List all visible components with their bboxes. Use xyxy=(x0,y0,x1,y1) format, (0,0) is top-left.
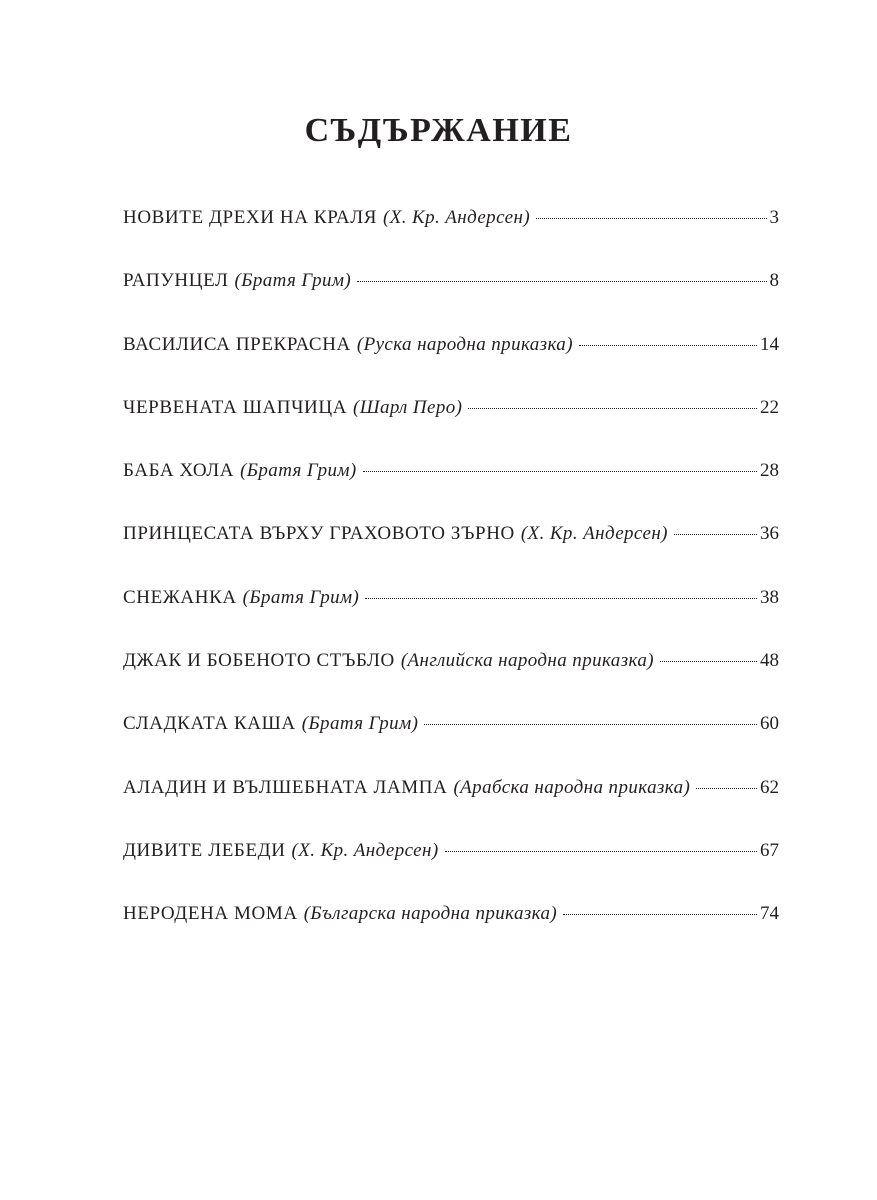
toc-entry[interactable] xyxy=(123,390,779,453)
entry-page-number: 8 xyxy=(769,270,779,292)
toc-heading: СЪДЪРЖАНИЕ xyxy=(304,112,573,149)
entry-title: СЛАДКАТА КАША xyxy=(123,713,296,735)
entry-page-number: 74 xyxy=(760,903,779,925)
entry-author: (Арабска народна приказка) xyxy=(453,776,691,798)
toc-entry[interactable] xyxy=(123,833,779,896)
entry-page-number: 3 xyxy=(769,207,779,228)
toc-entry[interactable] xyxy=(123,770,779,833)
toc-entry[interactable] xyxy=(123,327,779,390)
toc-entry[interactable] xyxy=(123,643,779,706)
entry-page-number: 36 xyxy=(760,523,779,545)
entry-page-number: 14 xyxy=(760,333,779,355)
entry-title: ДИВИТЕ ЛЕБЕДИ xyxy=(123,839,286,861)
dot-leader xyxy=(424,723,757,725)
entry-title: АЛАДИН И ВЪЛШЕБНАТА ЛАМПА xyxy=(123,776,448,798)
entry-page-number: 22 xyxy=(760,396,779,418)
entry-title: НЕРОДЕНА МОМА xyxy=(123,903,298,925)
dot-leader xyxy=(536,217,766,219)
entry-title: РАПУНЦЕЛ xyxy=(123,270,229,292)
dot-leader xyxy=(365,597,757,599)
toc-entry[interactable] xyxy=(123,453,779,516)
entry-author: (Х. Кр. Андерсен) xyxy=(383,207,531,228)
entry-author: (Братя Грим) xyxy=(242,586,360,608)
toc-entry[interactable] xyxy=(123,516,779,579)
entry-author: (Братя Грим) xyxy=(234,270,352,292)
dot-leader xyxy=(579,344,757,346)
entry-page-number: 67 xyxy=(760,839,779,861)
dot-leader xyxy=(357,280,766,282)
toc-entry[interactable] xyxy=(123,200,779,263)
dot-leader xyxy=(363,470,757,472)
entry-page-number: 60 xyxy=(760,713,779,735)
entry-author: (Х. Кр. Андерсен) xyxy=(291,839,439,861)
entry-title: БАБА ХОЛА xyxy=(123,460,235,482)
entry-title: СНЕЖАНКА xyxy=(123,586,237,608)
entry-author: (Х. Кр. Андерсен) xyxy=(520,523,668,545)
toc-list xyxy=(123,200,779,960)
toc-entry[interactable] xyxy=(123,706,779,769)
entry-author: (Братя Грим) xyxy=(301,713,419,735)
entry-title: ВАСИЛИСА ПРЕКРАСНА xyxy=(123,333,351,355)
entry-author: (Руска народна приказка) xyxy=(356,333,573,355)
entry-title: ПРИНЦЕСАТА ВЪРХУ ГРАХОВОТО ЗЪРНО xyxy=(123,523,515,545)
entry-title: ЧЕРВЕНАТА ШАПЧИЦА xyxy=(123,396,348,418)
toc-entry[interactable] xyxy=(123,896,779,959)
entry-author: (Братя Грим) xyxy=(240,460,357,482)
dot-leader xyxy=(660,660,757,662)
entry-author: (Английска народна приказка) xyxy=(400,650,654,672)
dot-leader xyxy=(563,913,757,915)
entry-title: ДЖАК И БОБЕНОТО СТЪБЛО xyxy=(123,650,395,672)
entry-page-number: 62 xyxy=(760,776,779,798)
entry-page-number: 38 xyxy=(760,586,779,608)
entry-title: НОВИТЕ ДРЕХИ НА КРАЛЯ xyxy=(123,207,378,228)
dot-leader xyxy=(445,850,757,852)
toc-entry[interactable] xyxy=(123,580,779,643)
entry-author: (Шарл Перо) xyxy=(353,396,463,418)
entry-page-number: 28 xyxy=(760,460,779,482)
entry-page-number: 48 xyxy=(760,650,779,672)
dot-leader xyxy=(696,787,757,789)
dot-leader xyxy=(468,407,757,409)
entry-author: (Българска народна приказка) xyxy=(303,903,558,925)
toc-entry[interactable] xyxy=(123,263,779,326)
dot-leader xyxy=(674,533,757,535)
